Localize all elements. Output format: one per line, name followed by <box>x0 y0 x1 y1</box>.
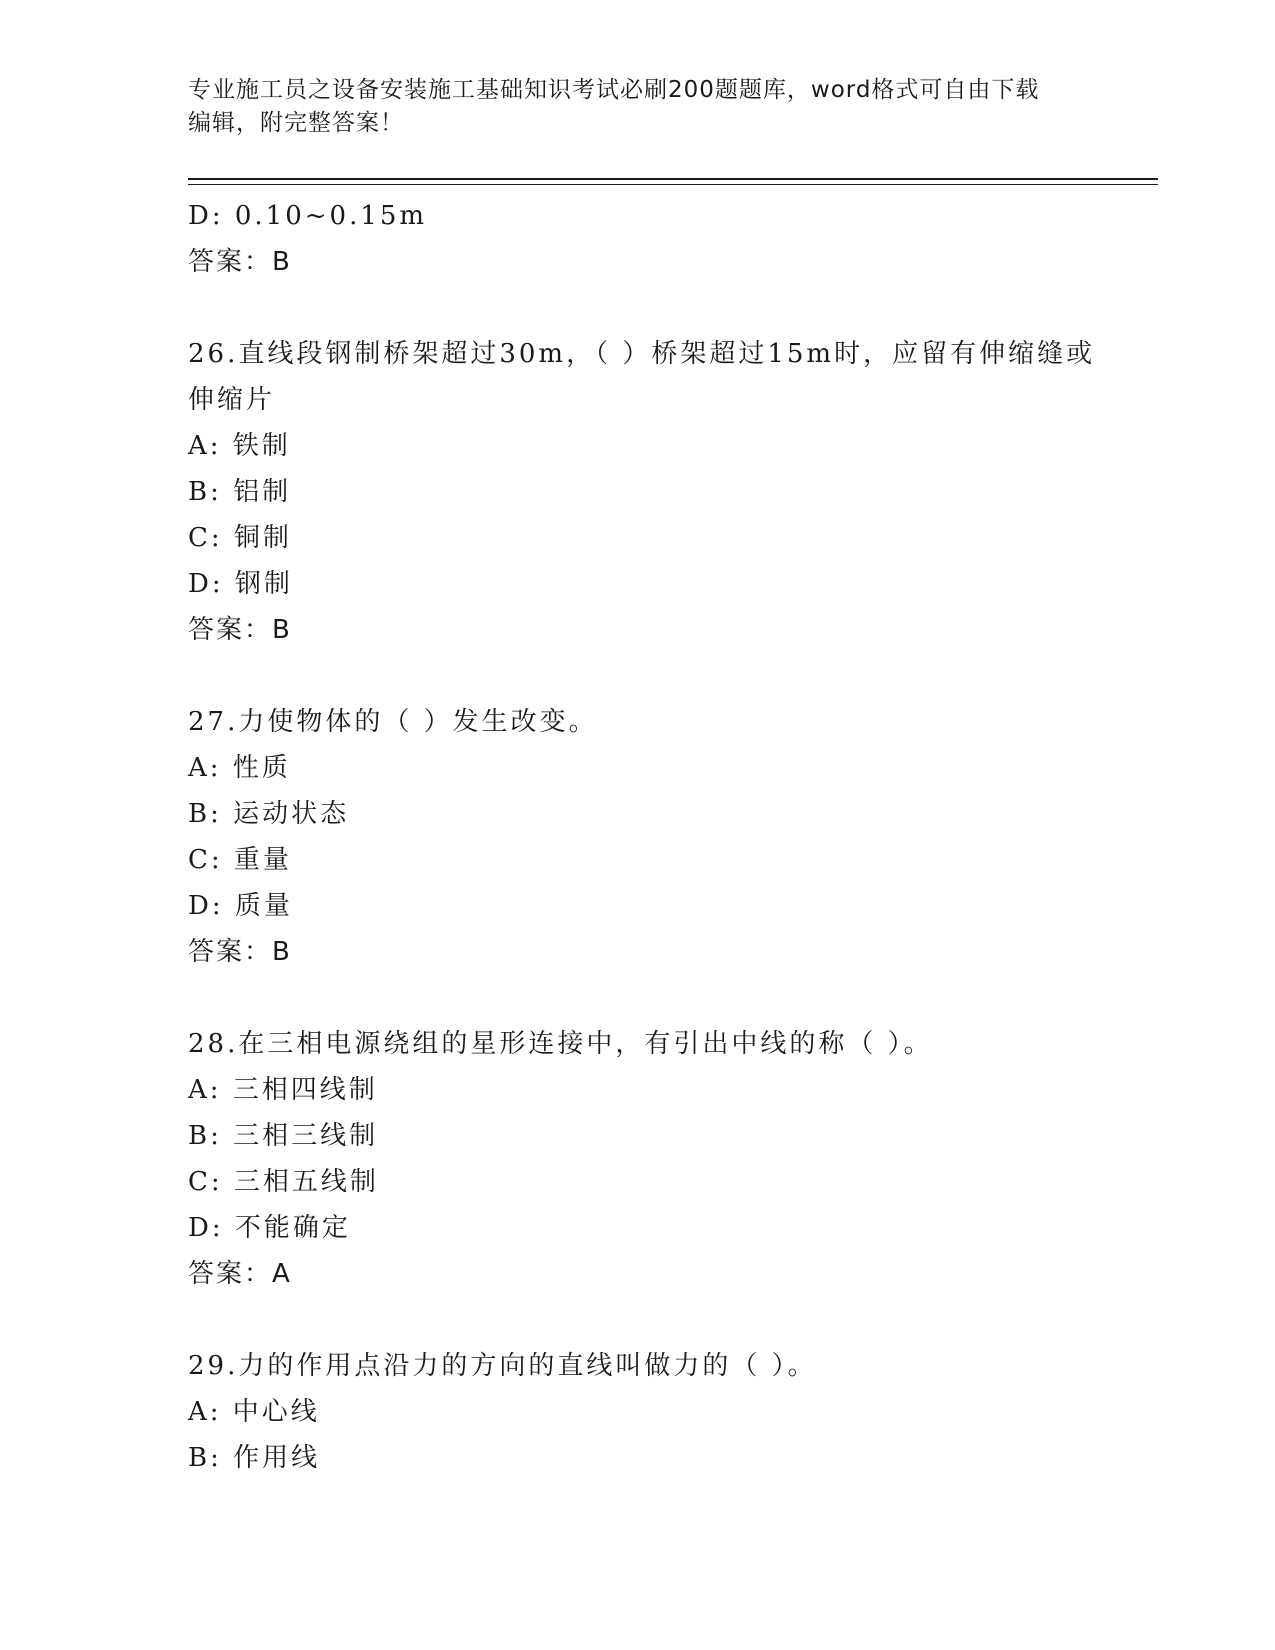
document-body <box>188 193 1128 1481</box>
option-a: A: 铁制 <box>188 431 291 461</box>
prev-answer: 答案：B <box>188 247 292 277</box>
option-b: B: 铝制 <box>188 477 292 507</box>
header-line-1: 专业施工员之设备安装施工基础知识考试必刷200题题库，word格式可自由下载 <box>188 77 1040 103</box>
question-28 <box>188 1021 1128 1297</box>
document-header <box>188 74 1088 140</box>
answer: 答案：B <box>188 937 292 967</box>
answer: 答案：A <box>188 1259 292 1289</box>
option-c: C: 铜制 <box>188 523 292 553</box>
header-rule-thin <box>188 184 1158 185</box>
question-29 <box>188 1343 1128 1481</box>
option-c: C: 重量 <box>188 845 292 875</box>
spacer <box>188 653 1128 699</box>
header-line-2: 编辑，附完整答案！ <box>188 110 404 136</box>
question-27 <box>188 699 1128 975</box>
spacer <box>188 285 1128 331</box>
option-b: B: 作用线 <box>188 1443 321 1473</box>
question-26 <box>188 331 1128 653</box>
option-a: A: 三相四线制 <box>188 1075 378 1105</box>
option-b: B: 三相三线制 <box>188 1121 379 1151</box>
option-d: D: 钢制 <box>188 569 293 599</box>
option-c: C: 三相五线制 <box>188 1167 379 1197</box>
option-b: B: 运动状态 <box>188 799 350 829</box>
option-d: D: 质量 <box>188 891 293 921</box>
question-stem: 28.在三相电源绕组的星形连接中，有引出中线的称（ ）。 <box>188 1029 933 1059</box>
spacer <box>188 1297 1128 1343</box>
option-a: A: 中心线 <box>188 1397 320 1427</box>
spacer <box>188 975 1128 1021</box>
option-d: D: 不能确定 <box>188 1213 351 1243</box>
answer: 答案：B <box>188 615 292 645</box>
question-stem-continued: 伸缩片 <box>188 385 276 415</box>
question-stem: 26.直线段钢制桥架超过30m，（ ）桥架超过15m时，应留有伸缩缝或 <box>188 339 1096 369</box>
header-rule-thick <box>188 178 1158 180</box>
question-stem: 29.力的作用点沿力的方向的直线叫做力的（ ）。 <box>188 1351 817 1381</box>
question-stem: 27.力使物体的（ ）发生改变。 <box>188 707 598 737</box>
option-a: A: 性质 <box>188 753 291 783</box>
prev-option-d: D: 0.10~0.15m <box>188 201 428 231</box>
